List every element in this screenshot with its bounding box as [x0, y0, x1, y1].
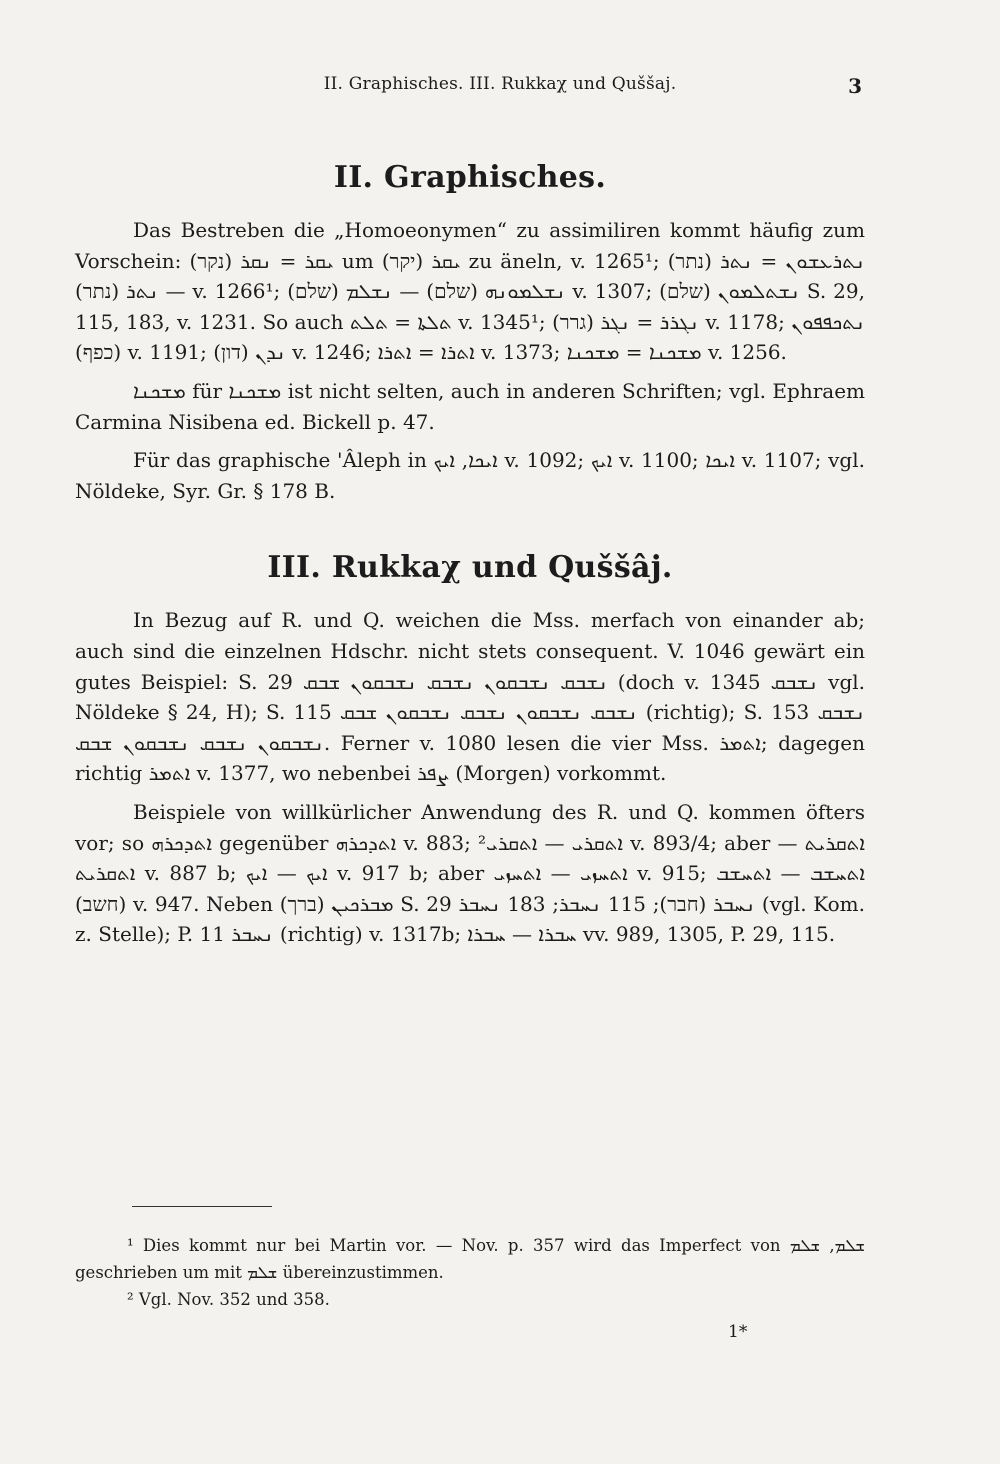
paragraph: In Bezug auf R. und Q. weichen die Mss. merfach von einander ab; auch sind die einzelnen Hdschr. nicht stets consequent. V. 1046 gewärt ein gutes Beispiel: S. 29 ܢܫܒܩ ܢܫܒܩܘܢ ܢܫܒܩ ܢܫܒܩܘܢ ܫܒܩ (doch v. 1345 ܢܫܒܩ vgl. Nöldeke § 24, H); S. 115 ܢܫܒܩ ܢܫܒܩܘܢ ܢܫܒܩ ܢܫܒܩܘܢ ܫܒܩ (richtig); S. 153 ܢܫܒܩ ܢܫܒܩܘܢ ܢܫܒܩ ܢܫܒܩܘܢ ܫܒܩ. Ferner v. 1080 lesen die vier Mss. ܐܬܡܪ; dagegen richtig ܐܬܡܪ v. 1377, wo nebenbei ܨܦܪ (Morgen) vorkommt.	[75, 608, 866, 786]
section-title-graphisches: II. Graphisches.	[333, 160, 607, 195]
running-head: II. Graphisches. III. Rukkaχ und Quššaj.	[323, 74, 677, 94]
footnotes	[75, 1232, 865, 1313]
footnote: ² Vgl. Nov. 352 und 358.	[127, 1290, 330, 1309]
paragraph: Für das graphische 'Âleph in ܐܝܟܐ, ܐܝܟ v. 1092; ܐܝܟ v. 1100; ܐܝܟܐ v. 1107; vgl. Nöldeke, Syr. Gr. § 178 B.	[75, 448, 865, 503]
paragraph: ܡܫܟܢܐ für ܡܫܟܢܐ ist nicht selten, auch in anderen Schriften; vgl. Ephraem Carmina Nisibena ed. Bickell p. 47.	[75, 378, 865, 434]
section-gap	[75, 506, 865, 540]
paragraph: Beispiele von willkürlicher Anwendung des R. und Q. kommen öfters vor; so ܐܬܕܟܪܗ gegenüber ܐܬܕܟܪܗ v. 883; ܐܬܩܪܝ — ܐܬܩܪܝ² v. 893/4; aber ܐܬܩܪܝܬ — ܐܬܩܪܝܬ v. 887 b; ܐܝܟ — ܐܝܟ v. 917 b; aber ܐܬܚܙܝ — ܐܬܚܙܝ v. 915; ܐܬܚܫܒ — ܐܬܚܫܒ (חשב) v. 947. Neben ܡܒܪܟܝܢ (ברך) S. 29 ܢܚܒܪ (חבר); 115 ܢܚܒܪ; 183 ܢܚܒܪ (vgl. Kom. z. Stelle); P. 11 ܢܚܒܪ (richtig) v. 1317b; ܚܒܪܐ — ܚܒܪܐ vv. 989, 1305, P. 29, 115.	[75, 799, 866, 947]
footnote: ¹ Dies kommt nur bei Martin vor. — Nov. p. 357 wird das Imperfect von ܫܠܡ, ܫܠܡ geschrieben um mit ܫܠܡ übereinzustimmen.	[75, 1236, 865, 1282]
footnote-rule	[132, 1206, 272, 1207]
page-number: 3	[848, 74, 862, 98]
paragraph: Das Bestreben die „Homoeonymen“ zu assimiliren kommt häufig zum Vorschein: ܝܩܪ = ܢܩܪ (נקר) um ܝܩܪ (יקר) zu äneln, v. 1265¹; ܢܬܪܥܫܘܢ = ܢܬܪ (נתר) — ܢܬܪ (נתר) v. 1266¹; ܢܫܠܡܘܢܗ (שלם) — ܢܫܠܡ (שלם) v. 1307; ܢܫܬܠܡܘܢ (שלם) S. 29, 115, 183, v. 1231. So auch ܬܠܬܐ = ܬܠܬ v. 1345¹; ܢܓܪܪ = ܢܓܪ (גרר) v. 1178; ܢܬܟܦܦܘܢ (כפף) v. 1191; ܢܕܢ (דון) v. 1246; ܐܬܪܐ = ܐܬܪܐ v. 1373; ܡܫܟܢܐ = ܡܫܟܢܐ v. 1256.	[75, 218, 865, 365]
section-title-rukkax: III. Rukkaχ und Quššâj.	[267, 550, 673, 586]
signature-mark: 1*	[728, 1322, 748, 1342]
main-text	[75, 150, 865, 950]
page-header	[0, 74, 1000, 104]
